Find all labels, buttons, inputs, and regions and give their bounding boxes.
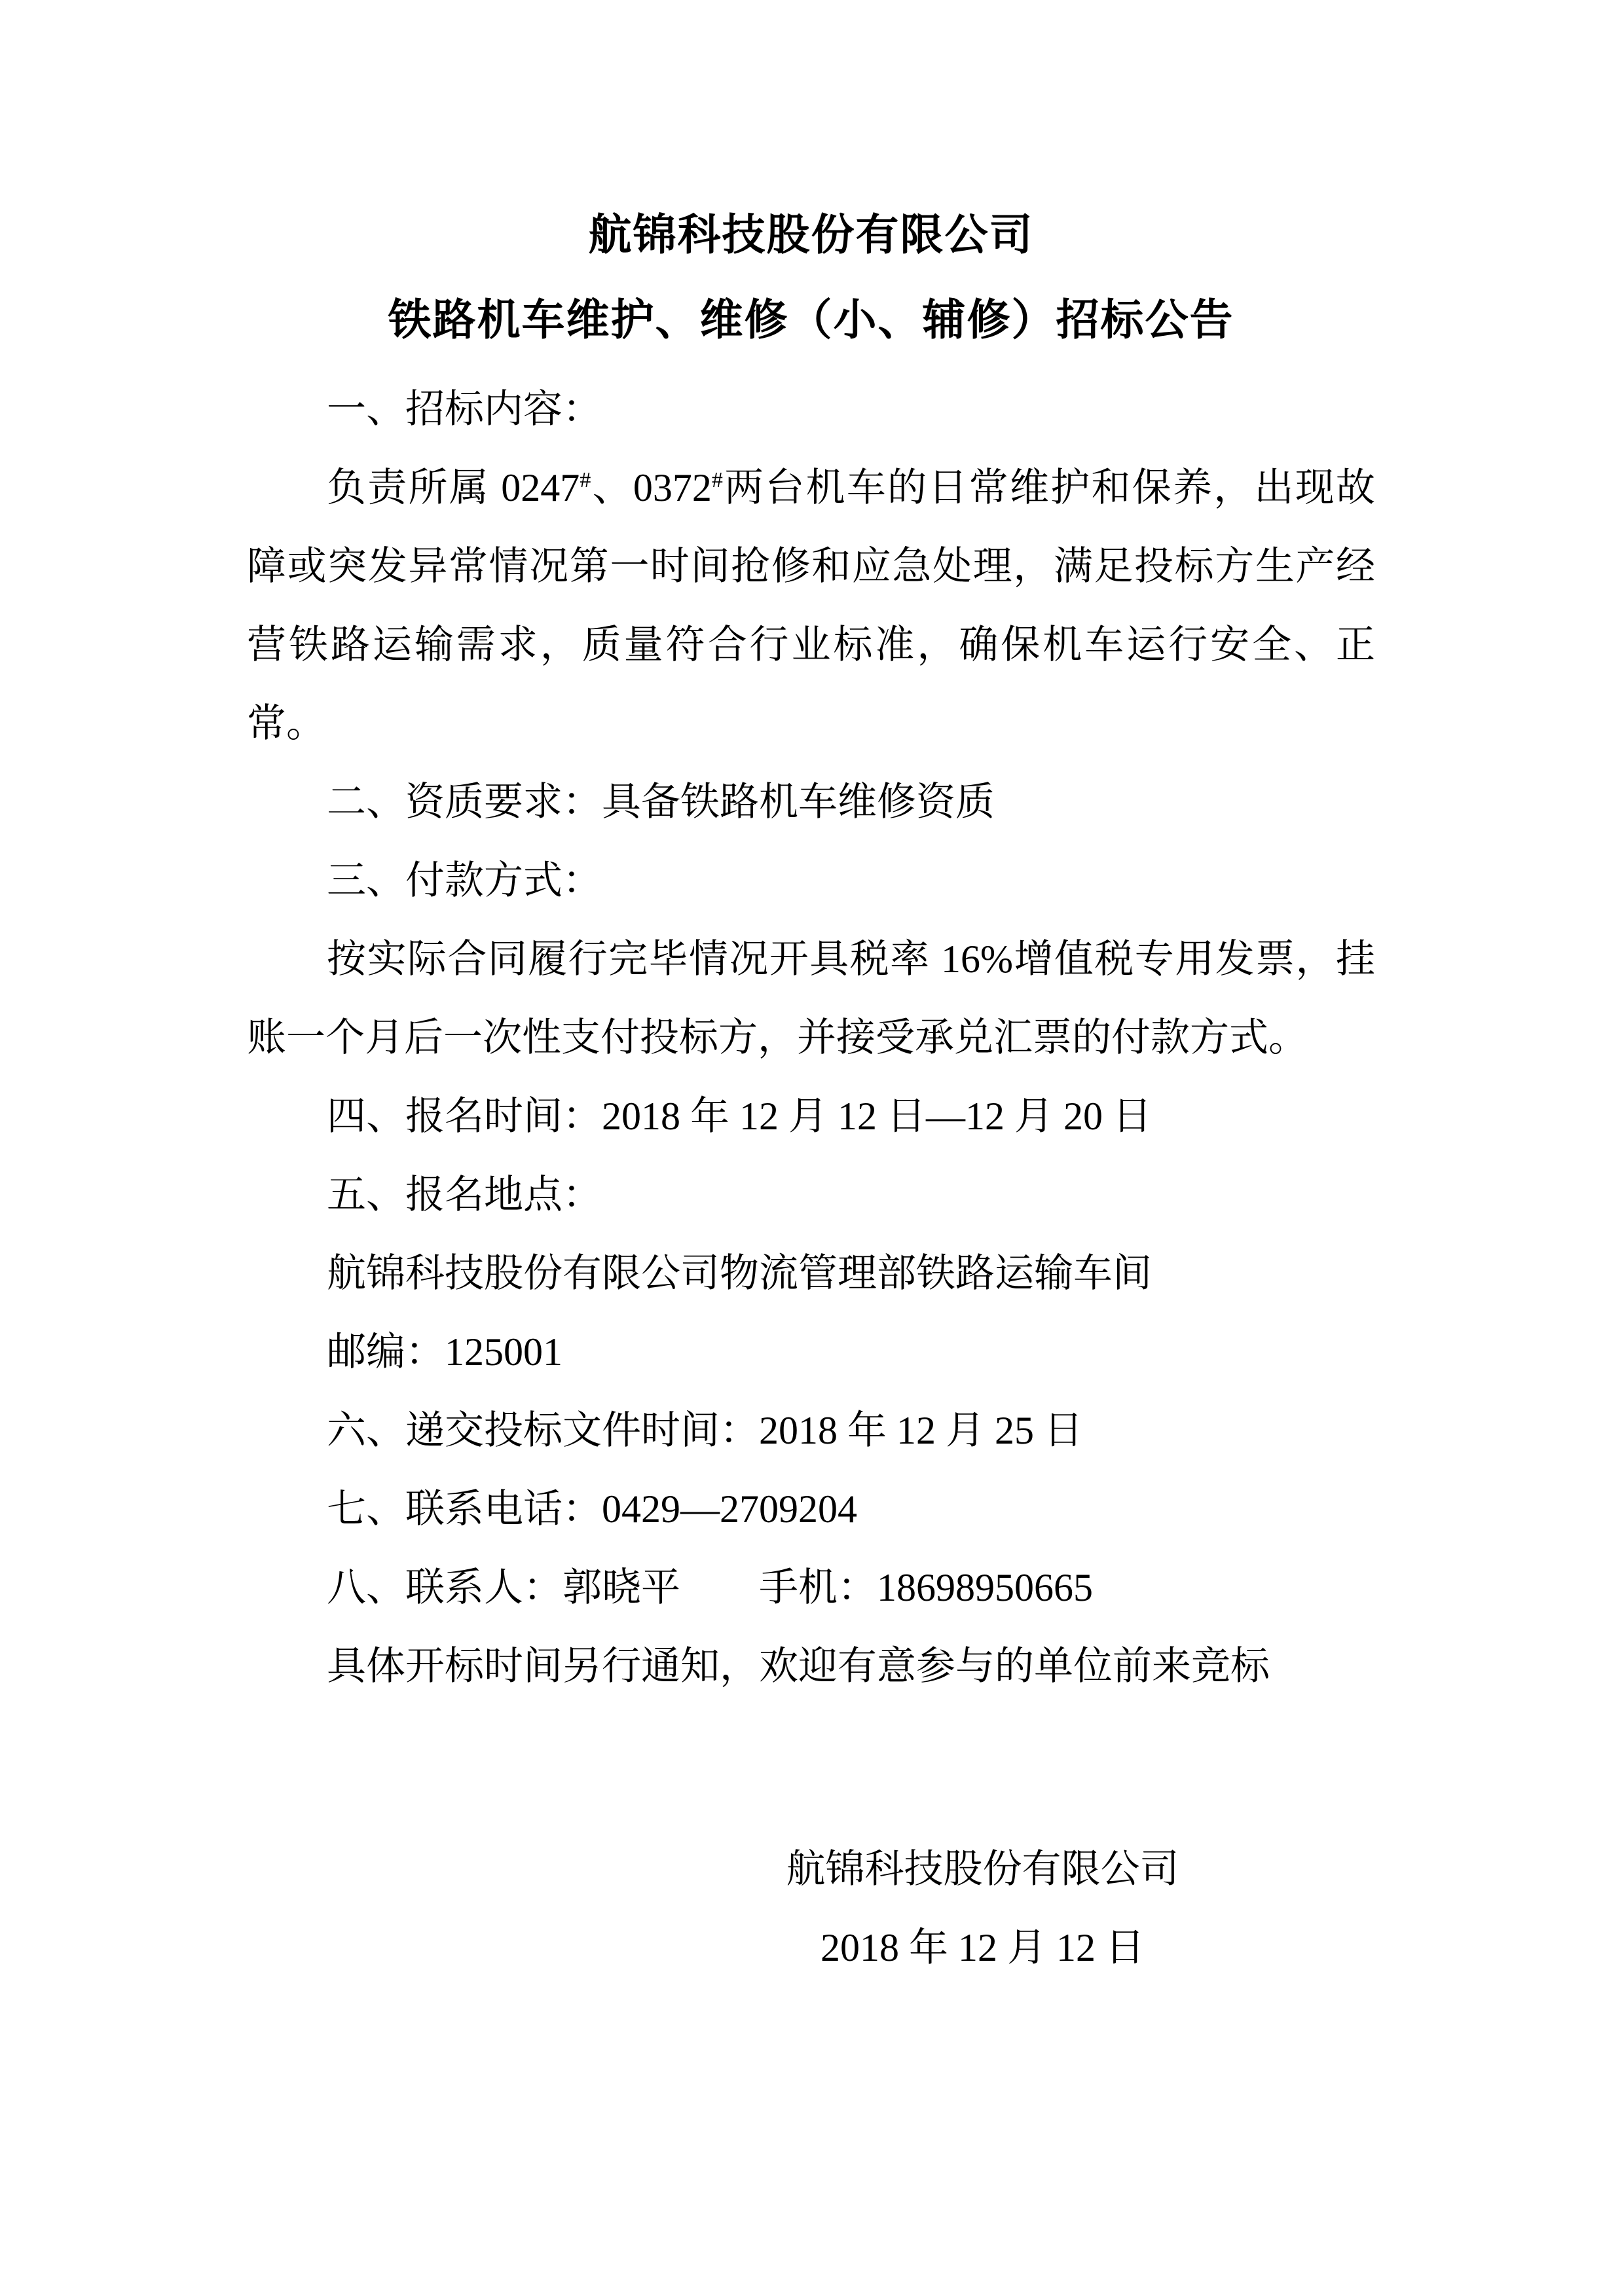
section-7-contact-phone: 七、联系电话：0429—2709204 (327, 1487, 857, 1531)
signature-date: 2018 年 12 月 12 日 (821, 1926, 1145, 1969)
section-5-postal-code: 邮编：125001 (327, 1330, 563, 1374)
section-3-body-payment-method: 按实际合同履行完毕情况开具税率 16%增值税专用发票，挂账一个月后一次性支付投标方，并接受承兑汇票的付款方式。 (247, 938, 1375, 1059)
document-title: 航锦科技股份有限公司 (588, 211, 1034, 259)
closing-note: 具体开标时间另行通知，欢迎有意参与的单位前来竞标 (327, 1645, 1270, 1688)
section-5-heading-signup-location: 五、报名地点： (327, 1173, 602, 1216)
signature-block (786, 1830, 1179, 1987)
section-3-heading-payment-method: 三、付款方式： (327, 859, 602, 902)
signature-company-name: 航锦科技股份有限公司 (786, 1848, 1179, 1891)
section-1-heading-tender-content: 一、招标内容： (327, 388, 602, 431)
section-4-signup-time: 四、报名时间：2018 年 12 月 12 日—12 月 20 日 (327, 1095, 1152, 1138)
section-8-contact-person: 八、联系人：郭晓平 手机：18698950665 (327, 1566, 1093, 1609)
section-5-address: 航锦科技股份有限公司物流管理部铁路运输车间 (327, 1252, 1152, 1295)
section-6-bid-submission-time: 六、递交投标文件时间：2018 年 12 月 25 日 (327, 1409, 1083, 1452)
document-subtitle: 铁路机车维护、维修（小、辅修）招标公告 (388, 297, 1234, 344)
section-1-body-tender-content: 负责所属 0247#、0372#两台机车的日常维护和保养，出现故障或突发异常情况第一时间抢修和应急处理，满足投标方生产经营铁路运输需求，质量符合行业标准，确保机车运行安全、正常。 (247, 466, 1376, 745)
section-2-qualification-requirements: 二、资质要求：具备铁路机车维修资质 (327, 780, 995, 824)
document-body (247, 370, 1375, 1705)
